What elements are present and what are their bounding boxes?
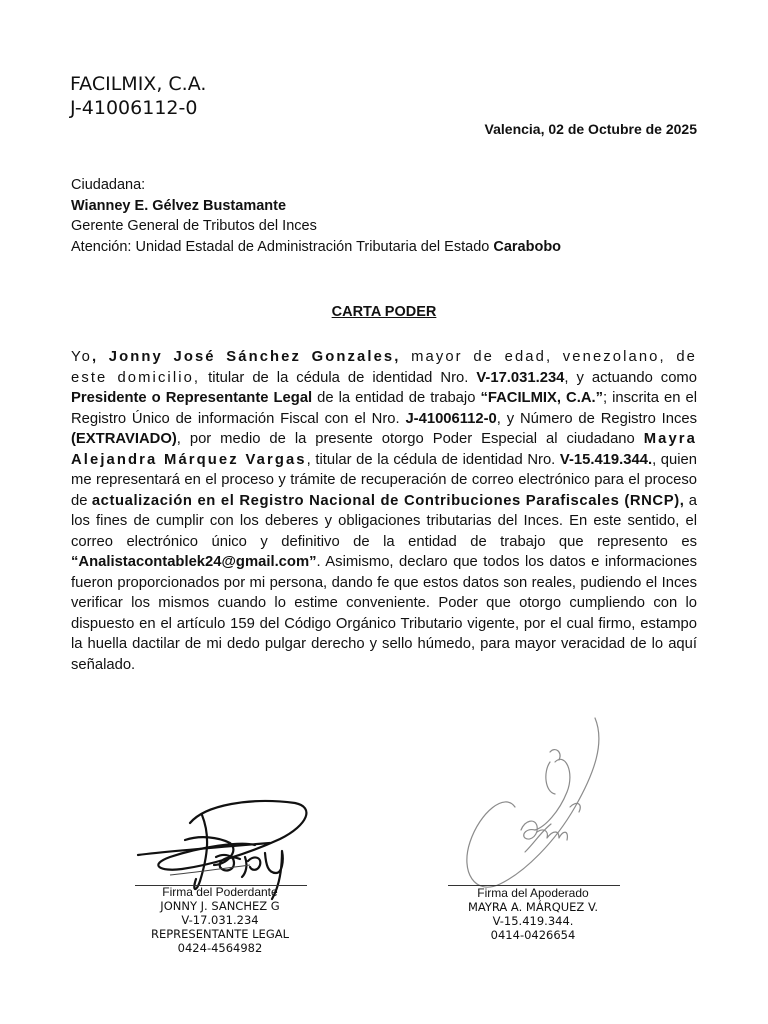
body-text: de la entidad de trabajo xyxy=(312,390,481,406)
process-description: actualización en el Registro Nacional de Contribuciones Parafiscales (RNCP), xyxy=(91,492,685,509)
attorney-signature-label: Firma del Apoderado xyxy=(477,886,589,900)
body-text: , y actuando como xyxy=(564,369,697,386)
grantor-sig-id: V-17.031.234 xyxy=(181,913,259,927)
grantor-sig-name: JONNY J. SANCHEZ G xyxy=(160,899,280,913)
grantor-sig-phone: 0424-4564982 xyxy=(177,941,263,955)
recipient-name: Wianney E. Gélvez Bustamante xyxy=(71,197,287,214)
company-quoted: “FACILMIX, C.A.” xyxy=(480,390,604,406)
body-text: , y Número de Registro Inces xyxy=(496,410,697,427)
company-email: “Analistacontablek24@gmail.com” xyxy=(71,554,317,570)
grantor-signature-block xyxy=(120,885,320,955)
document-title: CARTA PODER xyxy=(331,304,437,320)
body-text: Yo xyxy=(71,349,92,365)
grantor-name: , Jonny José Sánchez Gonzales, xyxy=(91,349,401,365)
body-text: , titular de la cédula de identidad Nro. xyxy=(306,451,560,468)
letter-date: Valencia, 02 de Octubre de 2025 xyxy=(484,121,697,137)
attorney-id: V-15.419.344. xyxy=(559,451,653,468)
attorney-sig-phone: 0414-0426654 xyxy=(490,928,576,942)
company-name: FACILMIX, C.A. xyxy=(70,73,207,95)
attorney-signature-block xyxy=(433,886,633,942)
recipient-salutation: Ciudadana: xyxy=(71,177,146,193)
recipient-attention xyxy=(71,237,561,258)
company-header xyxy=(70,72,206,120)
grantor-id: V-17.031.234 xyxy=(476,369,565,386)
attorney-sig-id: V-15.419.344. xyxy=(492,914,574,928)
recipient-block xyxy=(71,175,561,257)
body-text: a los fines de cumplir con los deberes y obligaciones tributarias del Inces. En este sentido, el correo electrónico único y definitivo de la entidad de trabajo que represento es xyxy=(71,492,698,550)
body-text: . Asimismo, declaro que todos los datos e informaciones fueron proporcionados por mi persona, dando fe que estos datos son reales, pudiendo el Inces verificar los mismos cuando lo estime conveniente. Poder que otorgo cumpliendo con lo dispuesto en el artículo 159 del Código Orgánico Tributario vigente, por el cual firmo, estampo la huella dactilar de mi dedo pulgar derecho y sello húmedo, para mayor veracidad de lo aquí señalado. xyxy=(71,554,697,673)
body-text: mayor de edad, venezolano, de este domicilio, xyxy=(71,349,697,386)
body-text: , quien me representará en el proceso y trámite de recuperación de correo electrónico para el proceso de xyxy=(71,451,697,509)
grantor-signature-label: Firma del Poderdante xyxy=(162,885,278,899)
attention-state: Carabobo xyxy=(493,238,562,255)
body-text: titular de la cédula de identidad Nro. xyxy=(200,369,477,386)
body-text: , por medio de la presente otorgo Poder Especial al ciudadano xyxy=(176,431,644,447)
letter-body xyxy=(71,347,697,675)
company-rif-inline: J-41006112-0 xyxy=(405,410,497,427)
attorney-name: Mayra Alejandra Márquez Vargas xyxy=(71,431,697,468)
grantor-sig-role: REPRESENTANTE LEGAL xyxy=(150,927,290,941)
body-text: ; inscrita en el Registro Único de información Fiscal con el Nro. xyxy=(71,390,697,427)
grantor-role: Presidente o Representante Legal xyxy=(71,390,313,406)
company-rif: J-41006112-0 xyxy=(70,97,198,119)
attorney-signature xyxy=(455,712,625,892)
recipient-position: Gerente General de Tributos del Inces xyxy=(71,218,317,234)
attorney-sig-name: MAYRA A. MÁRQUEZ V. xyxy=(467,900,599,914)
registry-status: (EXTRAVIADO) xyxy=(71,431,177,447)
attention-text: Atención: Unidad Estadal de Administración Tributaria del Estado xyxy=(71,238,494,255)
